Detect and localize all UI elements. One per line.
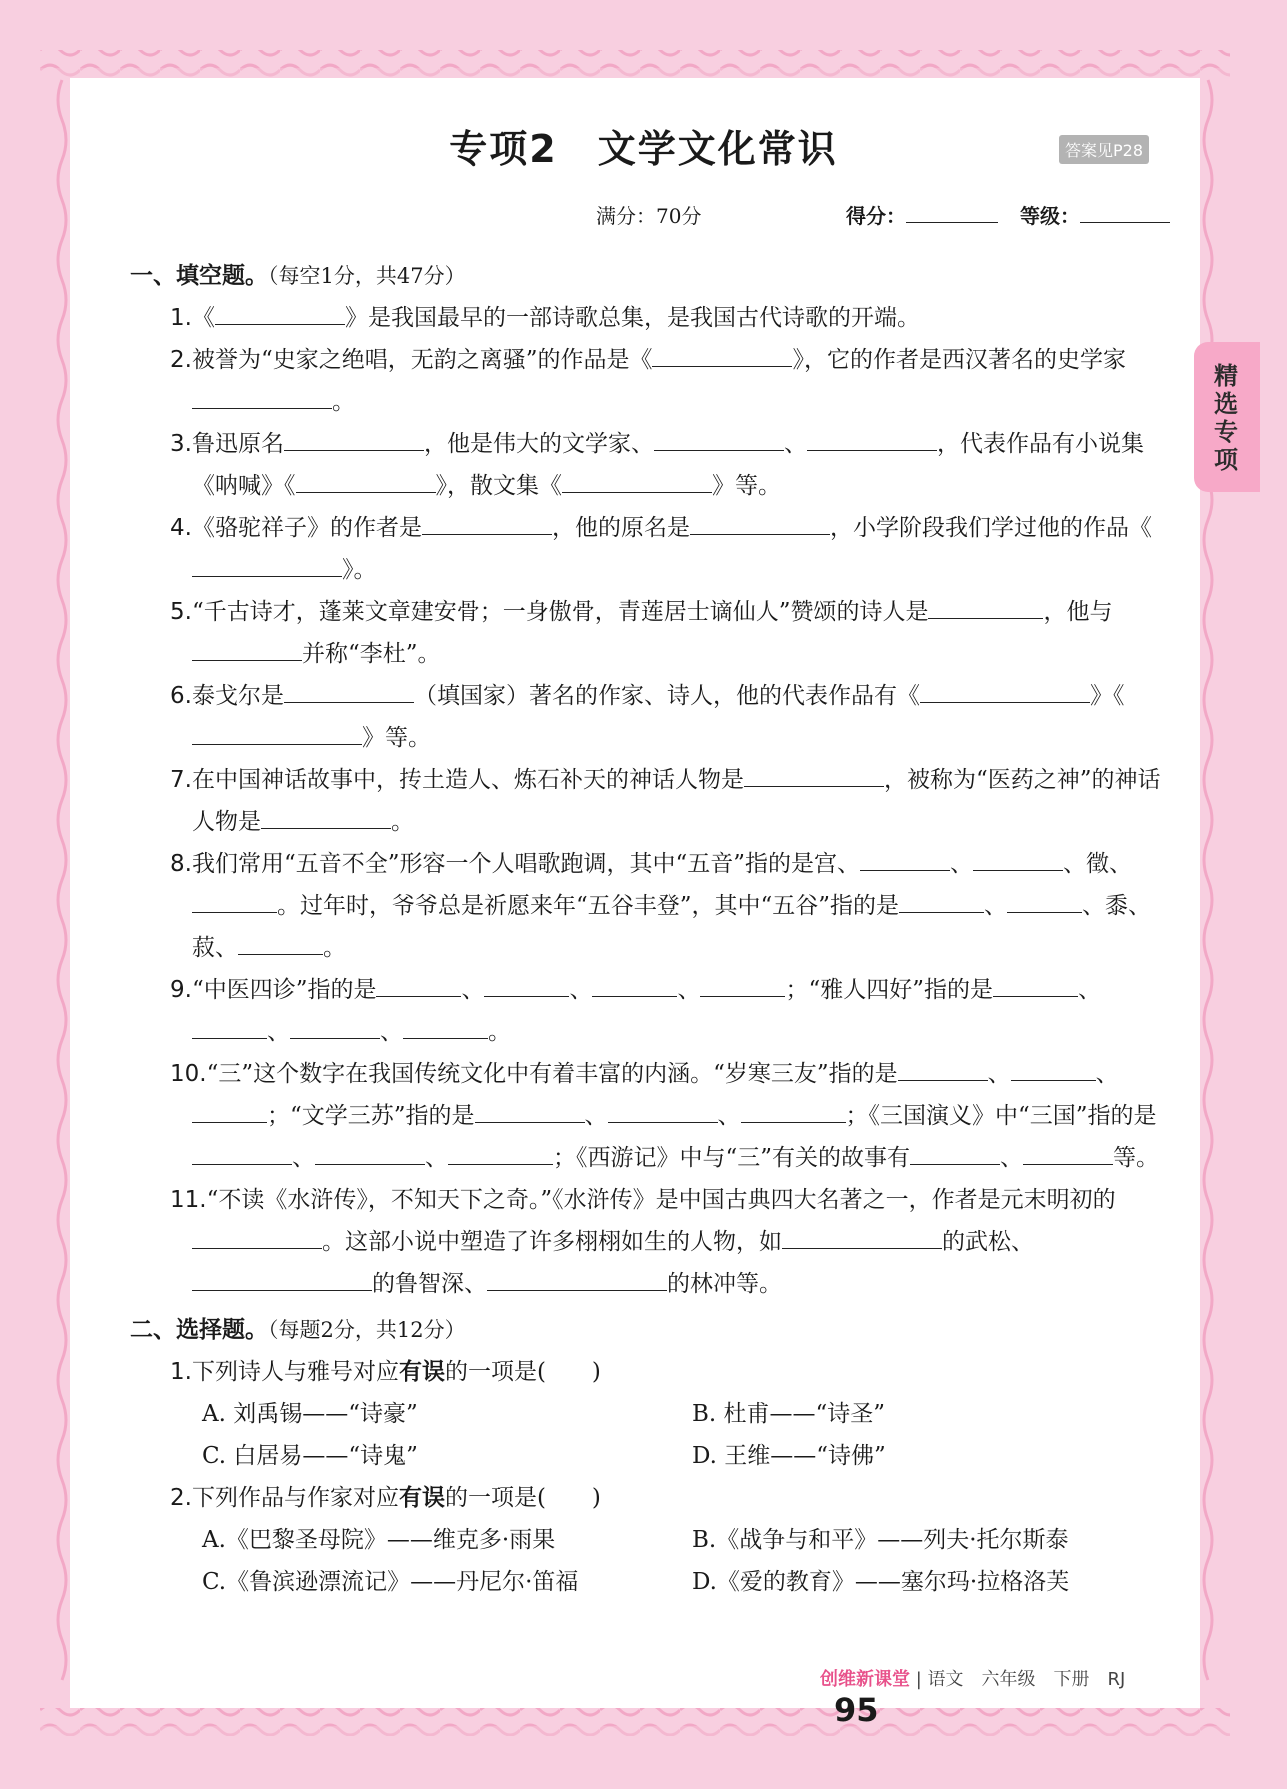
choice-option[interactable]: A.《巴黎圣母院》——维克多·雨果 [202,1527,556,1553]
choice-option[interactable]: D. 王维——“诗佛” [692,1443,886,1469]
answer-blank[interactable] [284,676,414,703]
choice-options [202,1393,1175,1477]
question-8 [152,843,1175,969]
section2-heading [130,1309,1175,1351]
section2-note: （每题2分，共12分） [268,1318,466,1342]
question-text: 。 [391,809,414,835]
question-text: ，他与 [1043,599,1113,625]
question-text: ，他是伟大的文学家、 [423,431,654,457]
question-text: 。过年时，爷爷总是祈愿来年“五谷丰登”，其中“五谷”指的是 [277,893,900,919]
answer-blank[interactable] [993,970,1078,997]
question-number: 5. [170,599,192,625]
answer-reference-badge: 答案见P28 [1059,135,1149,164]
grade-label: 等级： [1020,204,1080,228]
question-2 [152,339,1175,423]
answer-blank[interactable] [261,802,391,829]
question-3 [152,423,1175,507]
choice-option[interactable]: D.《爱的教育》——塞尔玛·拉格洛芙 [692,1569,1070,1595]
side-tab [1194,342,1260,492]
question-text: （填国家）著名的作家、诗人，他的代表作品有《 [413,683,920,709]
choice-questions [130,1351,1175,1603]
question-text: ，代表作品有小说集《呐喊》《 [192,431,1144,499]
score-blank[interactable] [906,204,998,223]
footer-info: | 语文 六年级 下册 RJ [915,1669,1126,1690]
answer-blank[interactable] [376,970,461,997]
question-text: 在中国神话故事中，抟土造人、炼石补天的神话人物是 [191,767,744,793]
answer-blank[interactable] [484,970,569,997]
choice-question-1 [152,1351,1175,1393]
question-5 [152,591,1175,675]
question-number: 7. [170,767,192,793]
page-number: 95 [834,1691,879,1729]
answer-blank[interactable] [910,1138,1000,1165]
question-stem-emphasis: 有误 [398,1359,445,1385]
answer-blank[interactable] [920,676,1090,703]
choice-option[interactable]: C. 白居易——“诗鬼” [202,1443,418,1469]
question-stem: 的一项是( ) [444,1485,601,1511]
answer-blank[interactable] [192,1222,322,1249]
question-stem: 下列诗人与雅号对应 [191,1359,399,1385]
question-text: 、黍、菽、 [192,893,1152,961]
answer-blank[interactable] [284,424,424,451]
question-text: 鲁迅原名 [191,431,284,457]
fill-blank-questions [130,297,1175,1305]
answer-blank[interactable] [807,424,937,451]
question-text: 》，它的作者是西汉著名的史学家 [792,347,1126,373]
question-text: 、 [569,977,593,1003]
question-text: 的武松、 [942,1229,1034,1255]
question-text: 》《 [1089,683,1125,709]
grade-field [1020,200,1170,229]
question-11 [152,1179,1175,1305]
answer-blank[interactable] [448,1138,553,1165]
answer-blank[interactable] [192,634,302,661]
choice-option[interactable]: B.《战争与和平》——列夫·托尔斯泰 [692,1527,1069,1553]
question-number: 1. [170,305,192,331]
answer-blank[interactable] [296,466,436,493]
question-number: 10. [170,1061,207,1087]
answer-blank[interactable] [562,466,712,493]
answer-blank[interactable] [422,508,552,535]
worksheet-content [130,255,1175,1603]
question-number: 2. [170,347,192,373]
question-text: 、徵、 [1063,851,1132,877]
answer-blank[interactable] [973,844,1063,871]
question-number: 8. [170,851,192,877]
full-score-label: 满分：70分 [596,204,702,228]
choice-option[interactable]: C.《鲁滨逊漂流记》——丹尼尔·笛福 [202,1569,579,1595]
question-text: 、 [584,1103,608,1129]
answer-blank[interactable] [238,928,323,955]
answer-blank[interactable] [475,1096,585,1123]
answer-blank[interactable] [403,1012,488,1039]
question-text: 泰戈尔是 [191,683,284,709]
choice-options [202,1519,1175,1603]
section1-title: 一、填空题。 [130,263,268,289]
answer-blank[interactable] [928,592,1043,619]
question-7 [152,759,1175,843]
question-text: 。 [488,1019,511,1045]
answer-blank[interactable] [1023,1138,1113,1165]
question-number: 4. [170,515,192,541]
answer-blank[interactable] [192,550,342,577]
choice-question-2 [152,1477,1175,1519]
question-text: 、 [987,1061,1011,1087]
question-text: ；《西游记》中与“三”有关的故事有 [553,1145,911,1171]
question-text: “三”这个数字在我国传统文化中有着丰富的内涵。“岁寒三友”指的是 [206,1061,898,1087]
question-text: 、 [677,977,701,1003]
choice-option[interactable]: B. 杜甫——“诗圣” [692,1401,886,1427]
answer-blank[interactable] [700,970,785,997]
answer-blank[interactable] [744,760,884,787]
question-10 [152,1053,1175,1179]
question-text: 、 [717,1103,741,1129]
question-text: ，小学阶段我们学过他的作品《 [829,515,1152,541]
answer-blank[interactable] [898,1054,988,1081]
question-text: 的林冲等。 [667,1271,782,1297]
question-1 [152,297,1175,339]
section1-heading [130,255,1175,297]
question-text: 的鲁智深、 [372,1271,487,1297]
question-text: 》是我国最早的一部诗歌总集，是我国古代诗歌的开端。 [344,305,920,331]
answer-blank[interactable] [654,424,784,451]
question-text: 、 [950,851,973,877]
question-text: “不读《水浒传》，不知天下之奇。”《水浒传》是中国古典四大名著之一，作者是元末明初的 [206,1187,1116,1213]
score-label: 得分： [846,204,906,228]
question-text: “中医四诊”指的是 [191,977,377,1003]
answer-blank[interactable] [192,1138,292,1165]
question-number: 9. [170,977,192,1003]
answer-blank[interactable] [1007,886,1082,913]
answer-blank[interactable] [741,1096,846,1123]
question-text: 等。 [1113,1145,1160,1171]
answer-blank[interactable] [192,1012,267,1039]
answer-blank[interactable] [315,1138,425,1165]
answer-blank[interactable] [652,340,792,367]
question-9 [152,969,1175,1053]
page-title: 专项2 文学文化常识 [449,127,838,171]
question-text: 我们常用“五音不全”形容一个人唱歌跑调，其中“五音”指的是宫、 [191,851,860,877]
answer-blank[interactable] [782,1222,942,1249]
question-text: 《 [191,305,215,331]
question-number: 11. [170,1187,207,1213]
answer-blank[interactable] [487,1264,667,1291]
answer-blank[interactable] [608,1096,718,1123]
answer-blank[interactable] [192,1096,267,1123]
side-tab-label: 精选专项 [1214,362,1238,474]
answer-blank[interactable] [192,886,277,913]
question-text: ；“文学三苏”指的是 [267,1103,475,1129]
choice-option[interactable]: A. 刘禹锡——“诗豪” [202,1401,418,1427]
question-stem-emphasis: 有误 [398,1485,445,1511]
question-text: 、 [461,977,485,1003]
answer-blank[interactable] [192,382,332,409]
question-text: 并称“李杜”。 [302,641,441,667]
score-field [846,200,998,229]
question-number: 3. [170,431,192,457]
answer-blank[interactable] [860,844,950,871]
question-text: 、 [1095,1061,1119,1087]
question-text: ，被称为“医药之神”的神话人物是 [192,767,1161,835]
question-text: 。 [323,935,346,961]
answer-blank[interactable] [899,886,984,913]
question-text: 、 [1000,1145,1024,1171]
question-text: ；《三国演义》中“三国”指的是 [845,1103,1157,1129]
question-text: 被誉为“史家之绝唱，无韵之离骚”的作品是《 [191,347,653,373]
question-number: 2. [170,1485,192,1511]
section1-note: （每空1分，共47分） [268,264,466,288]
answer-blank[interactable] [690,508,830,535]
section2-title: 二、选择题。 [130,1317,268,1343]
question-text: 、 [783,431,807,457]
grade-blank[interactable] [1080,204,1170,223]
question-text: 。 [332,389,355,415]
footer-brand: 创维新课堂 [820,1669,910,1690]
question-text: 》，散文集《 [435,473,562,499]
question-text: ，他的原名是 [551,515,690,541]
answer-blank[interactable] [290,1012,380,1039]
question-4 [152,507,1175,591]
question-text: 》等。 [712,473,781,499]
question-text: 、 [267,1019,290,1045]
question-text: 、 [292,1145,315,1171]
answer-blank[interactable] [592,970,677,997]
answer-blank[interactable] [1011,1054,1096,1081]
question-text: 》等。 [362,725,431,751]
question-number: 1. [170,1359,192,1385]
answer-blank[interactable] [192,718,362,745]
question-stem: 下列作品与作家对应 [191,1485,399,1511]
question-text: 《骆驼祥子》的作者是 [191,515,422,541]
question-6 [152,675,1175,759]
question-text: 、 [1078,977,1102,1003]
question-text: ；“雅人四好”指的是 [785,977,994,1003]
answer-blank[interactable] [215,298,345,325]
question-text: “千古诗才，蓬莱文章建安骨；一身傲骨，青莲居士谪仙人”赞颂的诗人是 [191,599,929,625]
question-number: 6. [170,683,192,709]
page-footer [820,1665,1180,1729]
question-text: 》。 [342,557,377,583]
question-text: 、 [425,1145,448,1171]
question-text: 、 [380,1019,403,1045]
question-stem: 的一项是( ) [444,1359,601,1385]
question-text: 、 [984,893,1008,919]
question-text: 。这部小说中塑造了许多栩栩如生的人物，如 [322,1229,782,1255]
answer-blank[interactable] [192,1264,372,1291]
